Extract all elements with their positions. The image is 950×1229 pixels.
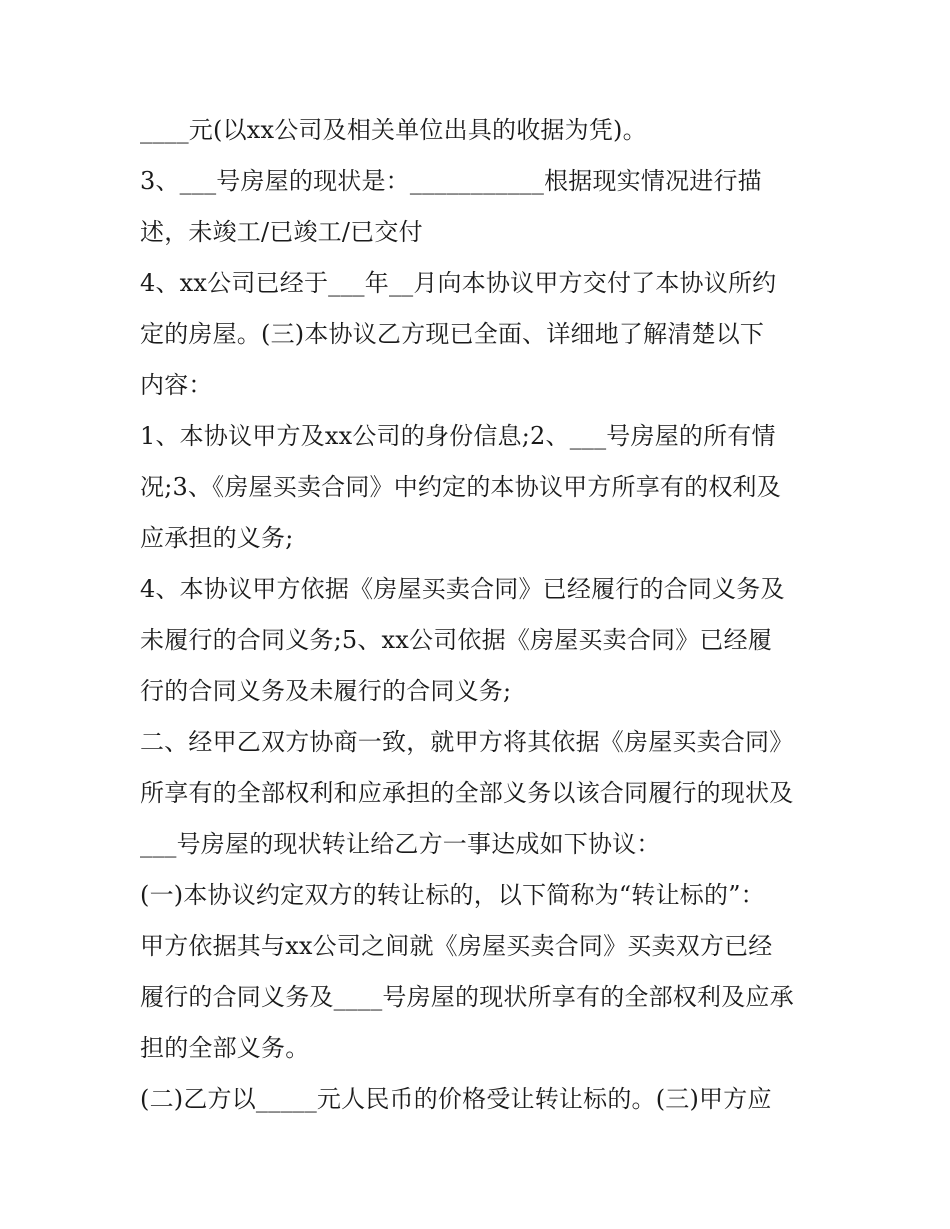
- text-line: 内容：: [140, 371, 213, 399]
- text-line: 述，未竣工/已竣工/已交付: [140, 218, 423, 246]
- text-line: 4、xx公司已经于___年__月向本协议甲方交付了本协议所约: [140, 269, 777, 297]
- text-line: (一)本协议约定双方的转让标的，以下简称为“转让标的”：: [140, 881, 765, 909]
- text-line: 应承担的义务;: [140, 524, 294, 552]
- text-line: 1、本协议甲方及xx公司的身份信息;2、___号房屋的所有情: [140, 422, 776, 450]
- text-line: 履行的合同义务及____号房屋的现状所享有的全部权利及应承: [140, 983, 794, 1011]
- text-line: 所享有的全部权利和应承担的全部义务以该合同履行的现状及: [140, 779, 794, 807]
- text-line: ____元(以xx公司及相关单位出具的收据为凭)。: [140, 116, 647, 144]
- text-line: 定的房屋。(三)本协议乙方现已全面、详细地了解清楚以下: [140, 320, 765, 348]
- text-line: 未履行的合同义务;5、xx公司依据《房屋买卖合同》已经履: [140, 626, 773, 654]
- document-body: [140, 105, 840, 1125]
- text-line: 二、经甲乙双方协商一致，就甲方将其依据《房屋买卖合同》: [140, 728, 794, 756]
- text-line: 担的全部义务。: [140, 1034, 310, 1062]
- text-line: 3、___号房屋的现状是：___________根据现实情况进行描: [140, 167, 762, 195]
- text-line: ___号房屋的现状转让给乙方一事达成如下协议：: [140, 830, 661, 858]
- text-line: 行的合同义务及未履行的合同义务;: [140, 677, 512, 705]
- text-line: 况;3、《房屋买卖合同》中约定的本协议甲方所享有的权利及: [140, 473, 781, 501]
- text-line: (二)乙方以_____元人民币的价格受让转让标的。(三)甲方应: [140, 1085, 772, 1113]
- text-line: 4、本协议甲方依据《房屋买卖合同》已经履行的合同义务及: [140, 575, 785, 603]
- text-line: 甲方依据其与xx公司之间就《房屋买卖合同》买卖双方已经: [140, 932, 773, 960]
